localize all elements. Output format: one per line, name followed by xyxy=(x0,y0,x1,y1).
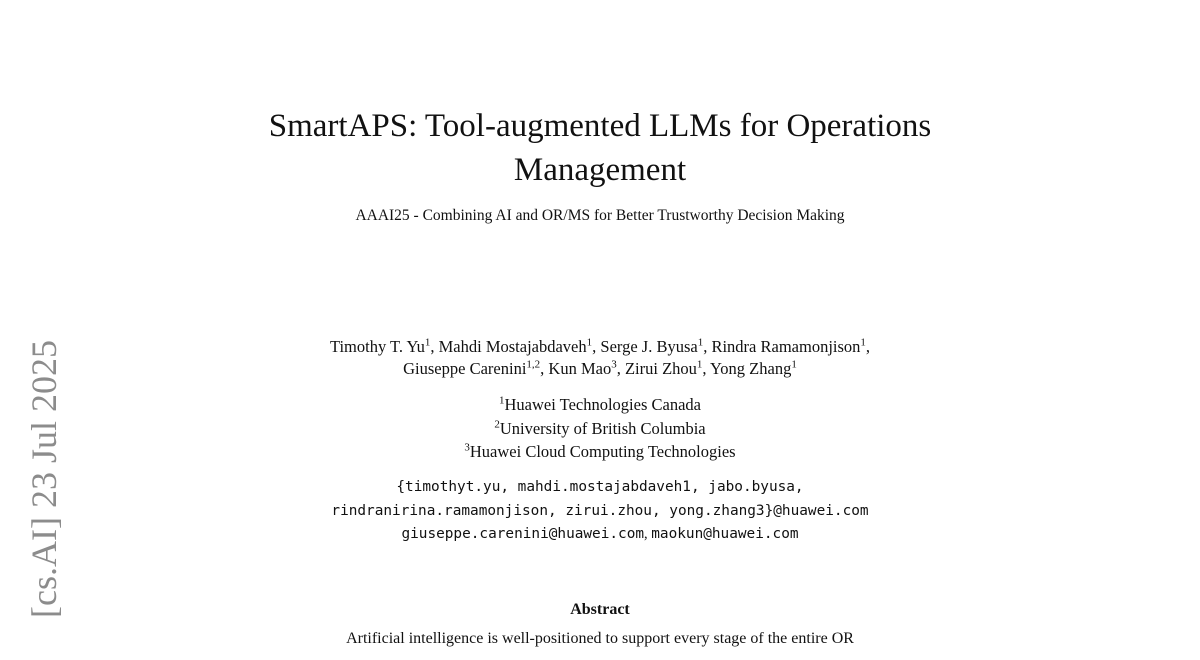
email-address: maokun@huawei.com xyxy=(651,526,799,542)
arxiv-stamp-text: [cs.AI] 23 Jul 2025 xyxy=(24,340,64,618)
author-line-2 xyxy=(160,358,1040,380)
abstract-text xyxy=(260,628,940,650)
author-separator: , xyxy=(703,337,712,356)
affiliation-item xyxy=(300,417,900,441)
author-affiliation-mark: 1 xyxy=(696,358,703,371)
author-affiliation-mark: 1 xyxy=(424,336,431,349)
abstract-line: Artificial intelligence is well-positioned to support every stage of the entire OR xyxy=(346,630,854,647)
author-name: Serge J. Byusa xyxy=(600,337,698,356)
author-affiliation-mark: 1 xyxy=(860,336,866,349)
author-name: Mahdi Mostajabdaveh xyxy=(438,337,587,356)
author-name: Kun Mao xyxy=(548,359,612,378)
affiliation-name: Huawei Technologies Canada xyxy=(504,395,701,414)
author-name: Yong Zhang xyxy=(710,359,792,378)
author-name: Rindra Ramamonjison xyxy=(711,337,861,356)
author-name: Giuseppe Carenini xyxy=(403,359,527,378)
author-name: Timothy T. Yu xyxy=(329,337,425,356)
author-affiliation-mark: 1,2 xyxy=(526,358,541,371)
email-line-3 xyxy=(160,523,1040,547)
author-line-1 xyxy=(160,336,1040,358)
affiliation-number: 2 xyxy=(494,418,500,430)
title-line-2: Management xyxy=(513,152,687,188)
author-separator: , xyxy=(616,359,625,378)
email-address: giuseppe.carenini@huawei.com xyxy=(401,526,645,542)
paper-title xyxy=(200,104,1000,192)
affiliation-name: Huawei Cloud Computing Technologies xyxy=(469,442,736,461)
affiliation-list xyxy=(300,393,900,464)
email-line-2: rindranirina.ramamonjison, zirui.zhou, yong.zhang3}@huawei.com xyxy=(331,502,869,519)
author-affiliation-mark: 1 xyxy=(697,336,704,349)
author-separator: , xyxy=(702,359,711,378)
title-line-1: SmartAPS: Tool-augmented LLMs for Operations xyxy=(268,108,932,144)
author-name: Zirui Zhou xyxy=(624,359,697,378)
author-affiliation-mark: 1 xyxy=(791,358,797,371)
abstract-heading: Abstract xyxy=(570,601,630,618)
author-affiliation-mark: 3 xyxy=(611,358,617,371)
author-affiliation-mark: 1 xyxy=(586,336,593,349)
author-separator: , xyxy=(865,337,871,356)
affiliation-number: 3 xyxy=(464,441,470,454)
author-separator: , xyxy=(592,337,601,356)
affiliation-number: 1 xyxy=(499,394,505,407)
author-separator: , xyxy=(430,337,439,356)
email-line-1: {timothyt.yu, mahdi.mostajabdaveh1, jabo.byusa, xyxy=(396,479,804,495)
email-separator: , xyxy=(644,526,652,542)
author-emails xyxy=(160,476,1040,547)
affiliation-item xyxy=(300,440,900,464)
author-separator: , xyxy=(540,359,549,378)
paper-subtitle: AAAI25 - Combining AI and OR/MS for Better Trustworthy Decision Making xyxy=(355,207,845,224)
affiliation-item xyxy=(300,393,900,417)
author-list xyxy=(160,336,1040,380)
affiliation-name: University of British Columbia xyxy=(499,418,706,438)
